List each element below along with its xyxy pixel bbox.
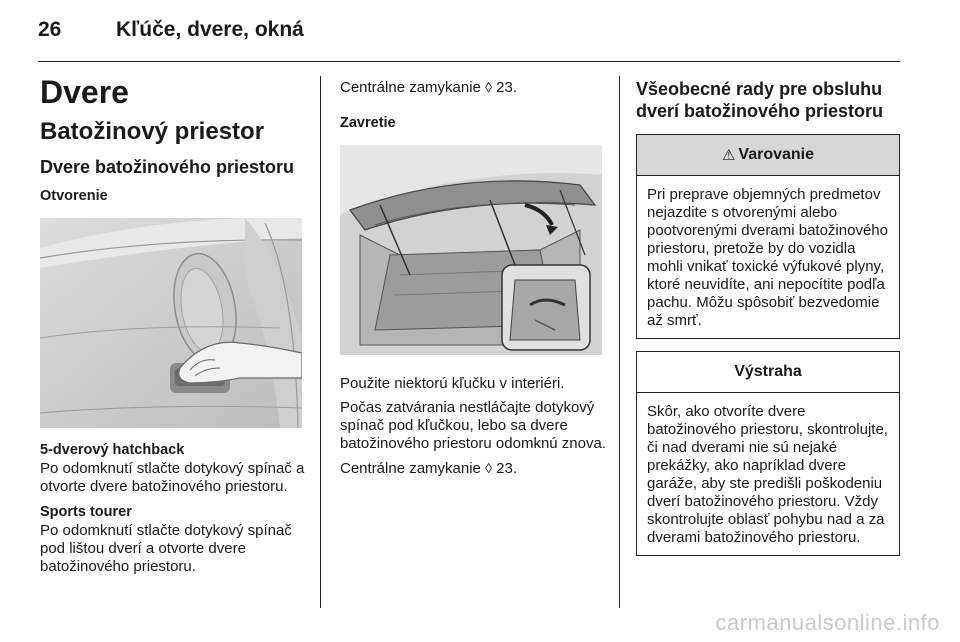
cross-reference-arrow-icon: ◊: [485, 79, 492, 95]
watermark: carmanualsonline.info: [715, 610, 940, 635]
page-number: 26: [38, 18, 62, 41]
caution-box-header: [637, 352, 899, 393]
tailgate-closing-image: [340, 145, 602, 355]
topic-title: Dvere batožinového priestoru: [40, 157, 295, 177]
reference-page: 23.: [496, 460, 518, 477]
subsection-title: Batožinový priestor: [40, 118, 265, 145]
warning-box: [636, 134, 900, 339]
sports-tourer-text: Po odomknutí stlačte dotykový spínač pod lištou dverí a otvorte dvere batožinového priestoru.: [40, 522, 292, 575]
caution-box: [636, 351, 900, 556]
header-rule: [38, 61, 900, 62]
opening-heading: Otvorenie: [40, 188, 108, 204]
closing-warning-text: Počas zatvárania nestláčajte dotykový spínač pod kľučkou, lebo sa dvere batožinového priestoru odomknú znova.: [340, 399, 607, 452]
section-title: Dvere: [40, 74, 129, 110]
column-2: [340, 70, 608, 484]
tailgate-touch-switch-illustration: [40, 218, 302, 428]
column-divider-1: [320, 76, 321, 608]
closing-heading: Zavretie: [340, 115, 396, 131]
column-3: [636, 70, 904, 556]
central-locking-reference-top: [340, 78, 608, 97]
hatchback-text: Po odomknutí stlačte dotykový spínač a otvorte dvere batožinového priestoru.: [40, 460, 305, 495]
tailgate-closing-illustration: [340, 145, 602, 355]
caution-text: Skôr, ako otvoríte dvere batožinového priestoru, skontrolujte, či nad dverami nie sú nejaké prekážky, ako napríklad dvere garáže, aby ste predišli poškodeniu dverí batožinového priestoru. Vždy skontrolujte oblasť pohybu nad a za dverami batožinového priestoru.: [647, 403, 888, 546]
column-divider-2: [619, 76, 620, 608]
central-locking-label: Centrálne zamykanie: [340, 460, 481, 477]
caution-label: Výstraha: [734, 363, 802, 380]
warning-box-body: [637, 176, 899, 338]
tailgate-handle-image: [40, 218, 302, 428]
general-advice-title: Všeobecné rady pre obsluhu dverí batožinového priestoru: [636, 79, 884, 121]
warning-triangle-icon: ⚠: [721, 147, 736, 164]
sports-tourer-heading: Sports tourer: [40, 504, 132, 520]
hatchback-heading: 5-dverový hatchback: [40, 442, 185, 458]
caution-box-body: [637, 393, 899, 555]
central-locking-label: Centrálne zamykanie: [340, 79, 481, 96]
reference-page: 23.: [496, 79, 518, 96]
use-handle-text: Použite niektorú kľučku v interiéri.: [340, 375, 565, 392]
warning-label: Varovanie: [738, 146, 815, 163]
warning-text: Pri preprave objemných predmetov nejazdite s otvorenými alebo pootvorenými dverami batožinového priestoru, pretože by do vozidla mohli vnikať toxické výfukové plyny, ktoré neuvidíte, ani nepocítite podľa pachu. Môžu spôsobiť bezvedomie až smrť.: [647, 186, 888, 329]
column-1: [40, 70, 305, 582]
cross-reference-arrow-icon: ◊: [485, 460, 492, 476]
chapter-title: Kľúče, dvere, okná: [116, 18, 304, 41]
central-locking-reference-bottom: [340, 459, 608, 478]
warning-box-header: [637, 135, 899, 176]
